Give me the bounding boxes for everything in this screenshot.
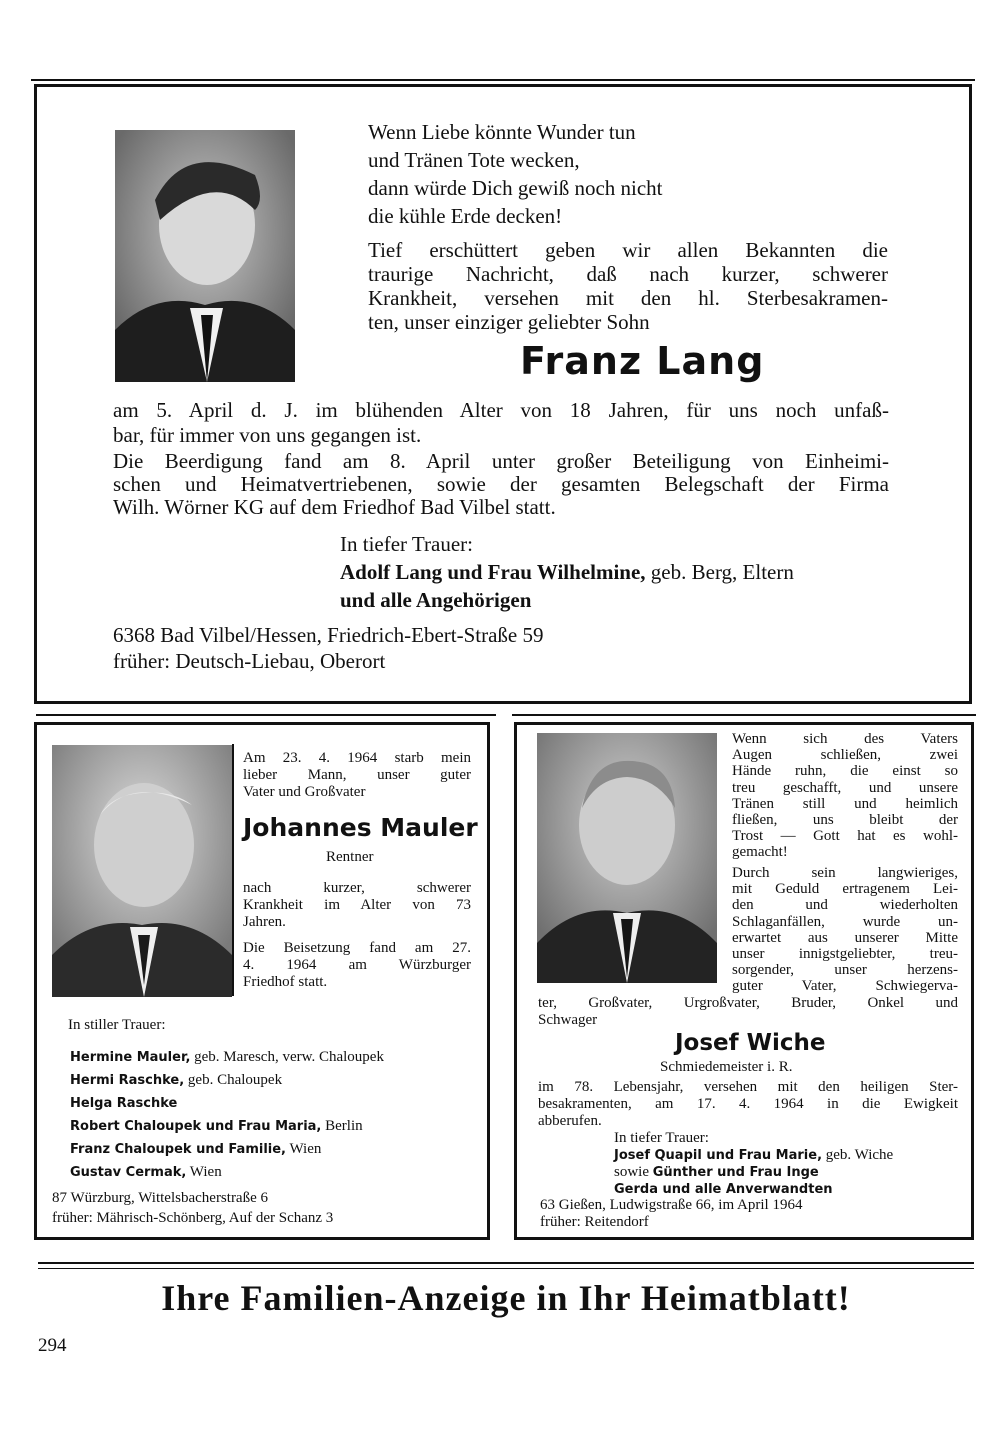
mauler-mourner-name: Franz Chaloupek und Familie, bbox=[70, 1142, 286, 1157]
lang-former-address: früher: Deutsch-Liebau, Oberort bbox=[113, 649, 386, 673]
mauler-mourner-detail: geb. Maresch, verw. Chaloupek bbox=[190, 1049, 384, 1065]
lang-poem-line: Wenn Liebe könnte Wunder tun bbox=[368, 120, 636, 144]
lang-intro-line: Tief erschüttert geben wir allen Bekannten die bbox=[368, 238, 888, 262]
lang-intro-line: Krankheit, versehen mit den hl. Sterbesakramen- bbox=[368, 286, 888, 310]
mauler-details-line: nach kurzer, schwerer bbox=[243, 880, 471, 896]
wiche-poem-line: fließen, uns bleibt der bbox=[732, 812, 958, 829]
wiche-details-line: besakramenten, am 17. 4. 1964 in die Ewigkeit bbox=[538, 1096, 958, 1112]
wiche-mourner-name: Gerda und alle Anverwandten bbox=[614, 1181, 833, 1197]
deceased-name-johannes-mauler: Johannes Mauler bbox=[243, 813, 478, 842]
wiche-intro-line: Schwager bbox=[538, 1011, 598, 1028]
mauler-intro-line: lieber Mann, unser guter bbox=[243, 767, 471, 783]
lang-intro-line: traurige Nachricht, daß nach kurzer, schwerer bbox=[368, 262, 888, 286]
lang-mourning-label: In tiefer Trauer: bbox=[340, 532, 473, 556]
lang-intro-line: ten, unser einziger geliebter Sohn bbox=[368, 310, 650, 334]
lang-parents-names: Adolf Lang und Frau Wilhelmine, bbox=[340, 560, 646, 584]
wiche-intro-line: sorgender, unser herzens- bbox=[732, 962, 958, 979]
mauler-mourning-label: In stiller Trauer: bbox=[68, 1017, 166, 1033]
advertisement-banner: Ihre Familien-Anzeige in Ihr Heimatblatt! bbox=[161, 1278, 851, 1318]
lang-funeral-line: schen und Heimatvertriebenen, sowie der gesamten Belegschaft der Firma bbox=[113, 472, 889, 496]
mauler-burial-line: 4. 1964 am Würzburger bbox=[243, 957, 471, 973]
wiche-mourner-name: Günther und Frau Inge bbox=[652, 1165, 819, 1180]
wiche-poem-line: Augen schließen, zwei bbox=[732, 747, 958, 764]
mauler-occupation: Rentner bbox=[326, 849, 374, 865]
wiche-occupation: Schmiedemeister i. R. bbox=[660, 1059, 793, 1075]
lang-details-line: bar, für immer von uns gegangen ist. bbox=[113, 423, 422, 447]
deceased-name-franz-lang: Franz Lang bbox=[520, 339, 765, 383]
mauler-mourner-name: Helga Raschke bbox=[70, 1096, 178, 1111]
mauler-mourner-name: Hermi Raschke, bbox=[70, 1073, 185, 1088]
wiche-former-address: früher: Reitendorf bbox=[540, 1214, 649, 1230]
wiche-mourning-label: In tiefer Trauer: bbox=[614, 1130, 709, 1146]
wiche-poem-line: Wenn sich des Vaters bbox=[732, 731, 958, 747]
mauler-details-line: Krankheit im Alter von 73 bbox=[243, 897, 471, 913]
wiche-details-line: im 78. Lebensjahr, versehen mit den heiligen Ster- bbox=[538, 1079, 958, 1095]
mauler-mourner-name: Gustav Cermak, bbox=[70, 1165, 187, 1180]
wiche-intro-line: guter Vater, Schwiegerva- bbox=[732, 978, 958, 995]
lang-details-line: am 5. April d. J. im blühenden Alter von 18 Jahren, für uns noch unfaß- bbox=[113, 398, 889, 422]
mauler-mourner-detail: Wien bbox=[186, 1164, 222, 1180]
wiche-address: 63 Gießen, Ludwigstraße 66, im April 1964 bbox=[540, 1197, 803, 1213]
lang-funeral-line: Die Beerdigung fand am 8. April unter großer Beteiligung von Einheimi- bbox=[113, 449, 889, 473]
mauler-details-line: Jahren. bbox=[243, 914, 286, 930]
mauler-burial-line: Friedhof statt. bbox=[243, 974, 328, 990]
wiche-intro-line: den und wiederholten bbox=[732, 897, 958, 914]
wiche-poem-line: Trost — Gott hat es wohl- bbox=[732, 828, 958, 845]
wiche-intro-line: erwartet aus unserer Mitte bbox=[732, 929, 958, 946]
wiche-mourner-name: Josef Quapil und Frau Marie, bbox=[614, 1147, 823, 1163]
lang-poem-line: dann würde Dich gewiß noch nicht bbox=[368, 176, 663, 200]
wiche-intro-line: Schlaganfällen, wurde un- bbox=[732, 913, 958, 930]
lang-relatives: und alle Angehörigen bbox=[340, 588, 532, 612]
wiche-poem-line: Tränen still und heimlich bbox=[732, 795, 958, 812]
wiche-poem-line: Hände ruhn, die einst so bbox=[732, 763, 958, 780]
mauler-burial-line: Die Beisetzung fand am 27. bbox=[243, 940, 471, 956]
mauler-intro-line: Vater und Großvater bbox=[243, 784, 366, 800]
lang-parents-suffix: geb. Berg, Eltern bbox=[645, 560, 794, 584]
wiche-poem-line: gemacht! bbox=[732, 844, 788, 861]
wiche-intro-line: unser innigstgeliebter, treu- bbox=[732, 946, 958, 963]
wiche-intro-line: ter, Großvater, Urgroßvater, Bruder, Onkel und bbox=[538, 995, 958, 1011]
mauler-intro-line: Am 23. 4. 1964 starb mein bbox=[243, 750, 471, 766]
deceased-name-josef-wiche: Josef Wiche bbox=[675, 1030, 826, 1056]
mauler-address: 87 Würzburg, Wittelsbacherstraße 6 bbox=[52, 1190, 268, 1206]
johannes-mauler-portrait-photo bbox=[52, 745, 232, 997]
mauler-former-address: früher: Mährisch-Schönberg, Auf der Schanz 3 bbox=[52, 1210, 334, 1226]
mauler-mourner-name: Robert Chaloupek und Frau Maria, bbox=[70, 1119, 322, 1134]
wiche-intro-line: mit Geduld ertragenem Lei- bbox=[732, 881, 958, 898]
josef-wiche-portrait-photo bbox=[537, 733, 717, 983]
lang-poem-line: die kühle Erde decken! bbox=[368, 204, 563, 228]
mauler-mourner-detail: Berlin bbox=[321, 1118, 363, 1134]
lang-address: 6368 Bad Vilbel/Hessen, Friedrich-Ebert-Straße 59 bbox=[113, 623, 544, 647]
wiche-mourner-detail: geb. Wiche bbox=[822, 1146, 894, 1163]
page-number: 294 bbox=[38, 1335, 67, 1356]
wiche-details-line: abberufen. bbox=[538, 1113, 602, 1129]
lang-poem-line: und Tränen Tote wecken, bbox=[368, 148, 580, 172]
mauler-mourner-detail: geb. Chaloupek bbox=[184, 1072, 283, 1088]
mauler-mourner-detail: Wien bbox=[286, 1141, 322, 1157]
lang-funeral-line: Wilh. Wörner KG auf dem Friedhof Bad Vilbel statt. bbox=[113, 495, 556, 519]
mauler-mourner-name: Hermine Mauler, bbox=[70, 1050, 191, 1065]
franz-lang-portrait-photo bbox=[115, 130, 295, 382]
wiche-poem-line: treu geschafft, und unsere bbox=[732, 779, 958, 796]
wiche-mourner-prefix: sowie bbox=[614, 1164, 653, 1180]
wiche-intro-line: Durch sein langwieriges, bbox=[732, 865, 958, 881]
